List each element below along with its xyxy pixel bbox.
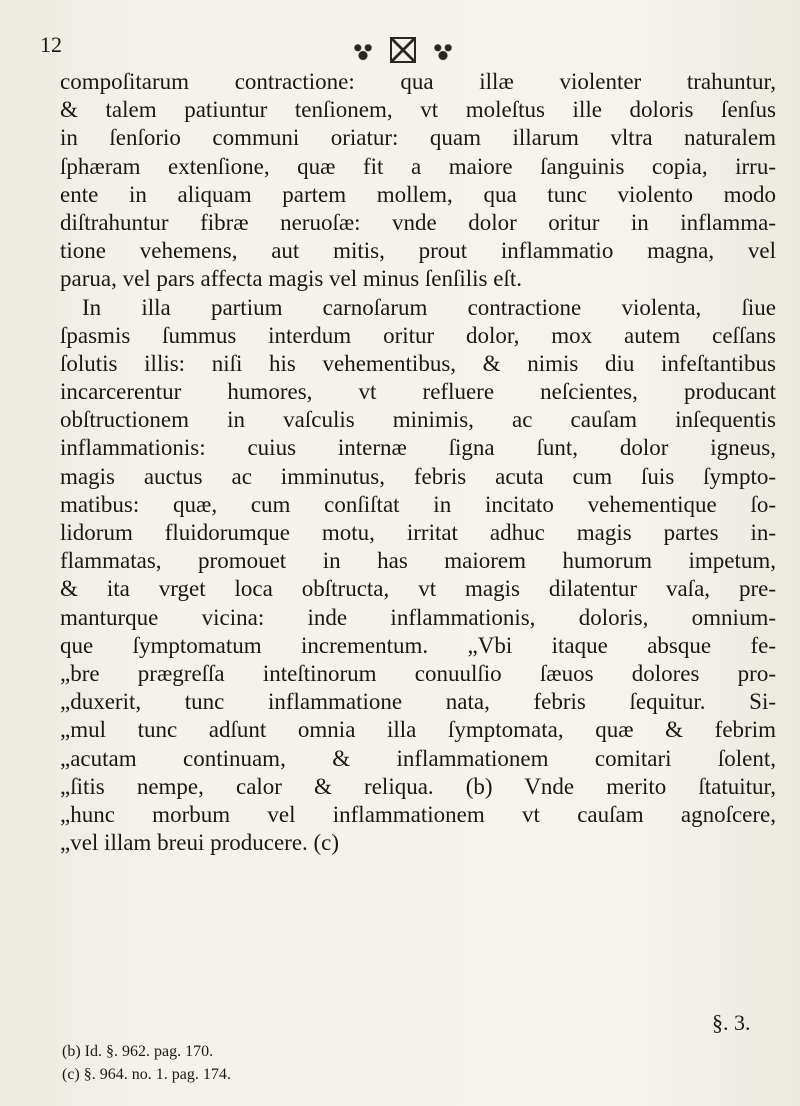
text-line: ſpasmis ſummus interdum oritur dolor, mox autem ceſſans <box>60 322 776 348</box>
text-line: compoſitarum contractione: qua illæ violenter trahuntur, <box>60 69 776 94</box>
text-line: „ſitis nempe, calor & reliqua. (b) Vnde merito ſtatuitur, <box>60 773 776 799</box>
text-line: in ſenſorio communi oriatur: quam illarum vltra naturalem <box>60 125 776 151</box>
text-line: matibus: quæ, cum conſiſtat in incitato vehementique ſo- <box>60 491 776 517</box>
text-line: tione vehemens, aut mitis, prout inflammatio magna, vel <box>60 238 776 264</box>
text-line: inflammationis: cuius internæ ſigna ſunt, dolor igneus, <box>60 435 776 461</box>
body-text <box>60 68 776 857</box>
text-line: lidorum fluidorumque motu, irritat adhuc magis partes in- <box>60 520 776 545</box>
text-line: & ita vrget loca obſtructa, vt magis dilatentur vaſa, pre- <box>60 576 776 602</box>
text-line: flammatas, promouet in has maiorem humorum impetum, <box>60 548 776 574</box>
text-line: ſolutis illis: niſi his vehementibus, & nimis diu infeſtantibus <box>60 350 776 376</box>
ornament-lattice-icon <box>390 37 416 63</box>
text-line: incarcerentur humores, vt refluere neſcientes, producant <box>60 379 776 405</box>
text-line: „vel illam breui producere. (c) <box>60 830 340 856</box>
text-line: „hunc morbum vel inflammationem vt cauſam agnoſcere, <box>60 801 776 827</box>
text-line: manturque vicina: inde inflammationis, doloris, omnium- <box>60 604 776 630</box>
ornament-flower-icon <box>430 39 456 61</box>
text-line: diſtrahuntur fibræ neruoſæ: vnde dolor oritur in inflamma- <box>60 209 776 235</box>
text-line: parua, vel pars affecta magis vel minus ſenſilis eſt. <box>60 266 522 292</box>
text-line: magis auctus ac imminutus, febris acuta cum ſuis ſympto- <box>60 463 776 489</box>
footnote: (b) Id. §. 962. pag. 170. <box>62 1043 214 1060</box>
text-line: „mul tunc adſunt omnia illa ſymptomata, quæ & febrim <box>60 717 776 743</box>
text-line: „duxerit, tunc inflammatione nata, febris ſequitur. Si- <box>60 689 776 715</box>
text-line: ente in aliquam partem mollem, qua tunc violento modo <box>60 181 776 207</box>
text-line: „acutam continuam, & inflammationem comitari ſolent, <box>60 745 776 771</box>
section-mark: §. 3. <box>712 1010 751 1035</box>
ornament-flower-icon <box>350 39 376 61</box>
printer-ornament <box>350 30 460 70</box>
text-line: & talem patiuntur tenſionem, vt moleſtus ille doloris ſenſus <box>60 97 776 123</box>
text-line: In illa partium carnoſarum contractione violenta, ſiue <box>82 294 776 320</box>
page-number: 12 <box>40 32 62 57</box>
text-line: ſphæram extenſione, quæ fit a maiore ſanguinis copia, irru- <box>60 153 776 179</box>
text-line: que ſymptomatum incrementum. „Vbi itaque absque fe- <box>60 632 776 658</box>
text-line: obſtructionem in vaſculis minimis, ac cauſam inſequentis <box>60 407 776 433</box>
footnote: (c) §. 964. no. 1. pag. 174. <box>62 1066 231 1083</box>
footnotes <box>62 1040 231 1086</box>
text-line: „bre prægreſſa inteſtinorum conuulſio ſæuos dolores pro- <box>60 660 776 686</box>
